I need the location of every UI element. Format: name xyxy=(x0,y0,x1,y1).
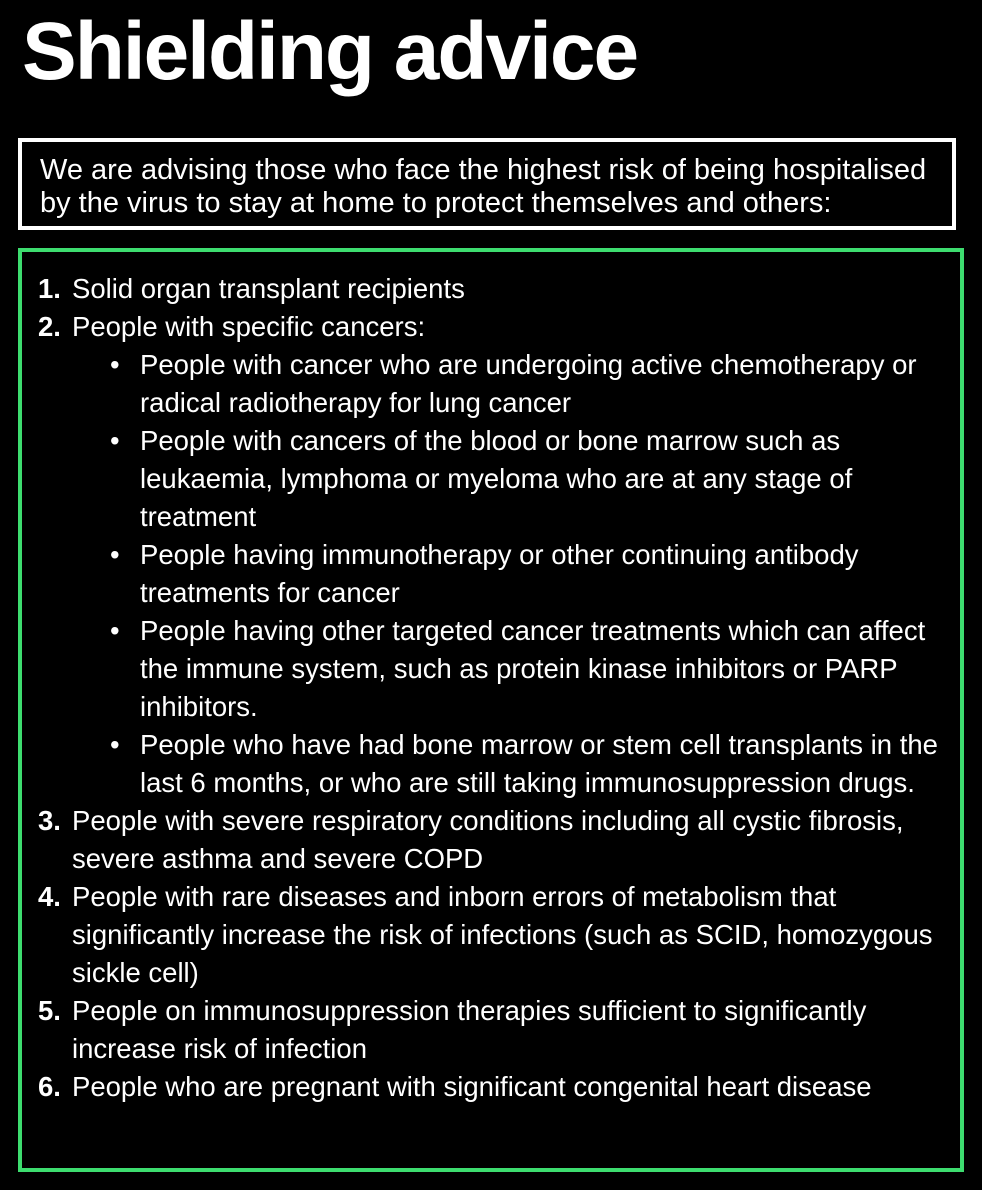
bullet-icon: • xyxy=(110,539,120,570)
bullet-icon: • xyxy=(110,615,120,646)
item-number: 1. xyxy=(38,273,61,304)
sub-list-item xyxy=(38,612,944,726)
item-text: People with severe respiratory conditions including all cystic fibrosis, severe asthma and severe COPD xyxy=(72,805,904,874)
bullet-icon: • xyxy=(110,349,120,380)
item-number: 5. xyxy=(38,995,61,1026)
bullet-icon: • xyxy=(110,729,120,760)
list-item xyxy=(38,878,944,992)
page-title: Shielding advice xyxy=(22,6,638,97)
sub-item-text: People who have had bone marrow or stem cell transplants in the last 6 months, or who are still taking immunosuppression drugs. xyxy=(140,729,938,798)
sub-list-item xyxy=(38,726,944,802)
sub-list-item xyxy=(38,346,944,422)
list-item xyxy=(38,1068,944,1106)
item-text: People who are pregnant with significant congenital heart disease xyxy=(72,1071,872,1102)
bullet-icon: • xyxy=(110,425,120,456)
list-item xyxy=(38,802,944,878)
list-item xyxy=(38,270,944,308)
list-item xyxy=(38,308,944,346)
intro-box: We are advising those who face the highest risk of being hospitalised by the virus to stay at home to protect themselves and others: xyxy=(18,138,956,230)
sub-item-text: People having other targeted cancer treatments which can affect the immune system, such as protein kinase inhibitors or PARP inhibitors. xyxy=(140,615,926,722)
item-number: 3. xyxy=(38,805,61,836)
sub-list-item xyxy=(38,422,944,536)
list-item xyxy=(38,992,944,1068)
sub-list-item xyxy=(38,536,944,612)
item-text: People with specific cancers: xyxy=(72,311,426,342)
shielding-list xyxy=(18,248,964,1172)
sub-item-text: People with cancers of the blood or bone marrow such as leukaemia, lymphoma or myeloma who are at any stage of treatment xyxy=(140,425,853,532)
item-text: People on immunosuppression therapies sufficient to significantly increase risk of infection xyxy=(72,995,867,1064)
sub-item-text: People with cancer who are undergoing active chemotherapy or radical radiotherapy for lung cancer xyxy=(140,349,917,418)
item-number: 4. xyxy=(38,881,61,912)
item-number: 2. xyxy=(38,311,61,342)
item-text: Solid organ transplant recipients xyxy=(72,273,465,304)
item-number: 6. xyxy=(38,1071,61,1102)
item-text: People with rare diseases and inborn errors of metabolism that significantly increase the risk of infections (such as SCID, homozygous sickle cell) xyxy=(72,881,933,988)
sub-item-text: People having immunotherapy or other continuing antibody treatments for cancer xyxy=(140,539,859,608)
